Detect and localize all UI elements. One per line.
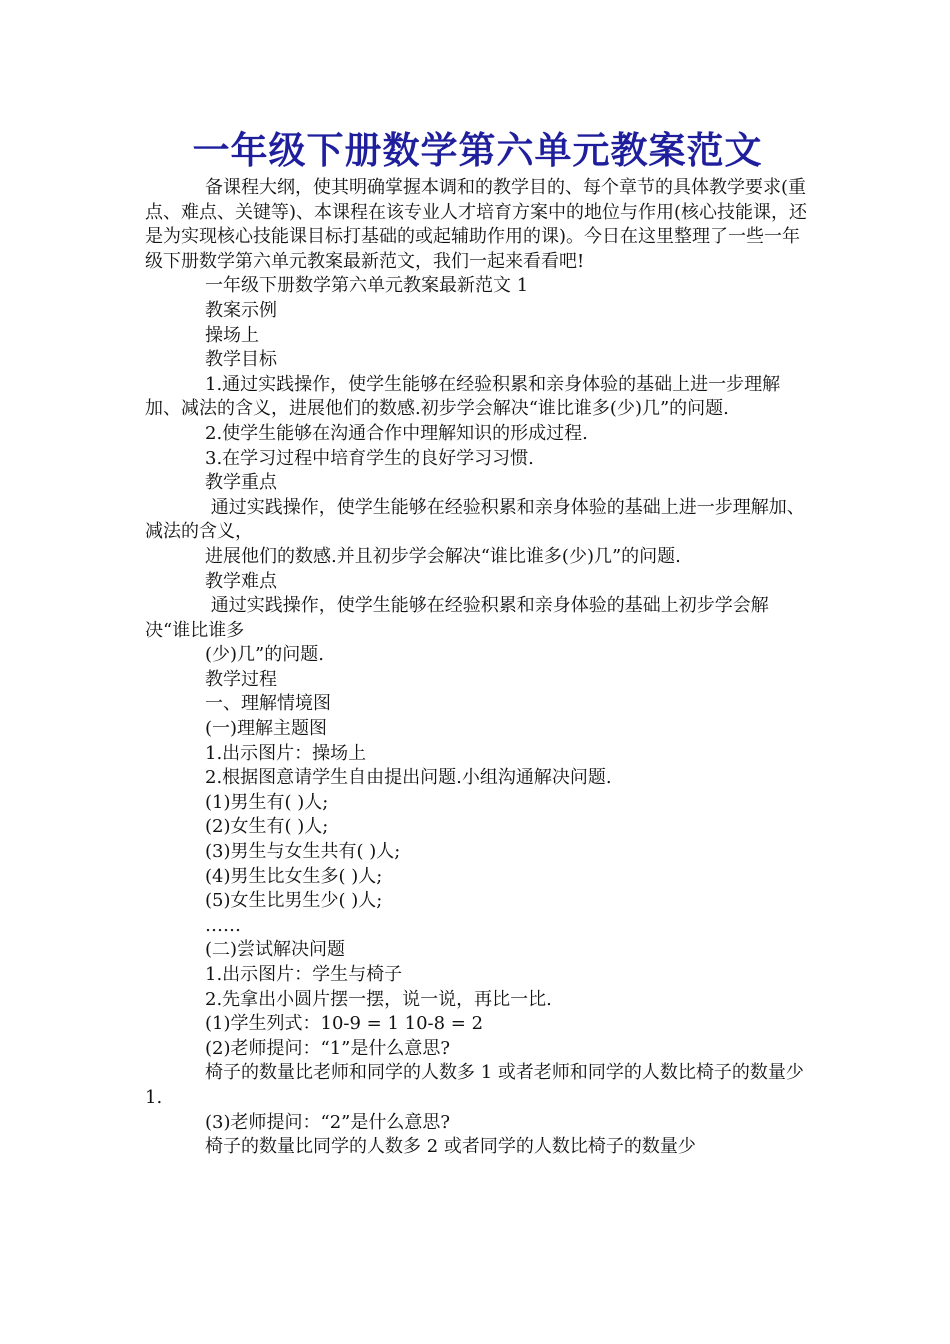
paragraph: 3.在学习过程中培育学生的良好学习习惯. — [205, 447, 534, 469]
paragraph: (1)学生列式：10-9 = 1 10-8 = 2 — [205, 1013, 484, 1035]
document-body — [145, 176, 810, 1160]
document-title: 一年级下册数学第六单元教案范文 — [192, 129, 763, 172]
paragraph: …… — [205, 914, 241, 936]
paragraph: 通过实践操作，使学生能够在经验积累和亲身体验的基础上进一步理解加、减法的含义， — [145, 496, 805, 543]
paragraph: 1.出示图片：学生与椅子 — [205, 964, 403, 985]
paragraph: 通过实践操作，使学生能够在经验积累和亲身体验的基础上初步学会解决“谁比谁多 — [145, 595, 769, 641]
paragraph: 1.出示图片：操场上 — [205, 742, 367, 764]
paragraph: (2)女生有( )人; — [205, 816, 329, 838]
paragraph: (一)理解主题图 — [205, 718, 328, 740]
paragraph: (4)男生比女生多( )人; — [205, 865, 383, 887]
paragraph: 2.根据图意请学生自由提出问题.小组沟通解决问题. — [205, 767, 612, 789]
paragraph: 教学过程 — [205, 668, 277, 690]
paragraph: 教学难点 — [205, 570, 277, 592]
paragraph: 操场上 — [205, 324, 259, 346]
paragraph: (5)女生比男生少( )人; — [205, 890, 383, 912]
paragraph: (二)尝试解决问题 — [205, 939, 346, 961]
paragraph: (2)老师提问：“1”是什么意思? — [205, 1037, 451, 1059]
paragraph: (3)男生与女生共有( )人; — [205, 841, 401, 863]
paragraph: 1.通过实践操作，使学生能够在经验积累和亲身体验的基础上进一步理解加、减法的含义，进展他们的数感.初步学会解决“谁比谁多(少)几”的问题. — [145, 373, 781, 420]
paragraph: 进展他们的数感.并且初步学会解决“谁比谁多(少)几”的问题. — [205, 545, 681, 567]
paragraph: 2.先拿出小圆片摆一摆，说一说，再比一比. — [205, 988, 552, 1010]
paragraph: 椅子的数量比老师和同学的人数多 1 或者老师和同学的人数比椅子的数量少 1. — [145, 1062, 810, 1108]
paragraph: 教学重点 — [205, 472, 277, 494]
paragraph: (3)老师提问：“2”是什么意思? — [205, 1111, 451, 1133]
paragraph: (少)几”的问题. — [205, 644, 324, 666]
paragraph: 备课程大纲，使其明确掌握本调和的教学目的、每个章节的具体教学要求(重点、难点、关键等)、本课程在该专业人才培育方案中的地位与作用(核心技能课，还是为实现核心技能课目标打基础的或起辅助作用的课)。今日在这里整理了一些一年级下册数学第六单元教案最新范文，我们一起来看看吧! — [145, 177, 808, 272]
paragraph: 一、理解情境图 — [205, 693, 331, 715]
paragraph: 2.使学生能够在沟通合作中理解知识的形成过程. — [205, 422, 588, 444]
paragraph: (1)男生有( )人; — [205, 791, 329, 813]
paragraph: 一年级下册数学第六单元教案最新范文 1 — [205, 275, 529, 297]
paragraph: 椅子的数量比同学的人数多 2 或者同学的人数比椅子的数量少 — [205, 1136, 696, 1158]
paragraph: 教学目标 — [205, 349, 277, 371]
paragraph: 教案示例 — [205, 299, 277, 321]
